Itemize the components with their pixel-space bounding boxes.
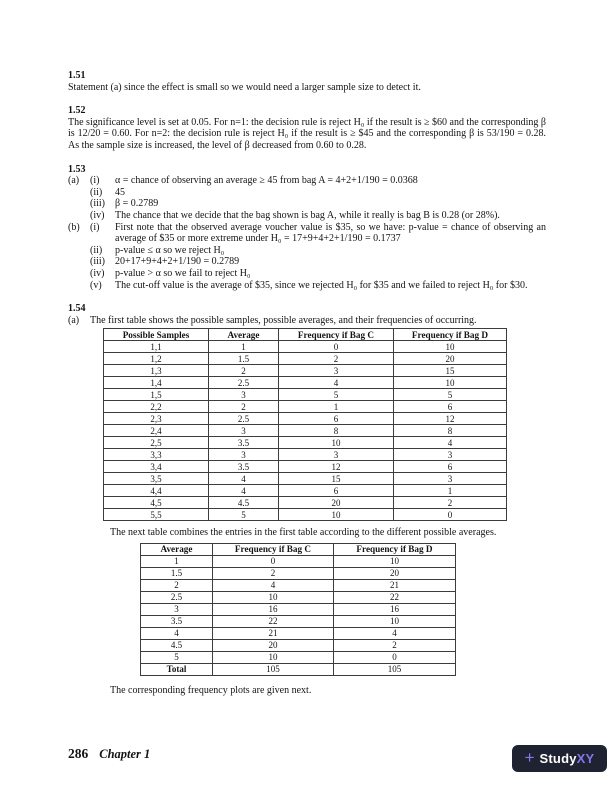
table-cell: 1.5: [209, 353, 279, 365]
item-label-outer: [68, 280, 90, 292]
table-cell: 15: [394, 365, 507, 377]
column-header: Frequency if Bag C: [213, 543, 334, 555]
table-row: [104, 377, 507, 389]
item-text: 45: [115, 186, 125, 198]
table-cell: 6: [394, 401, 507, 413]
item-label-outer: (a): [68, 314, 80, 326]
section-body: Statement (a) since the effect is small so we would need a larger sample size to detect it.: [68, 81, 421, 93]
table-cell: 3: [394, 473, 507, 485]
item-label-inner: (ii): [90, 186, 103, 198]
table-cell: 6: [279, 485, 394, 497]
table-cell: 3: [209, 389, 279, 401]
table-cell: 2,5: [104, 437, 209, 449]
table-cell: 3.5: [209, 461, 279, 473]
table-cell: 5,5: [104, 509, 209, 521]
table-body: [104, 341, 507, 521]
section-body: The significance level is set at 0.05. For n=1: the decision rule is reject H₀ if the result is ≥ $60 and the corresponding β is 12/20 = 0.60. For n=2: the decision rule is reject H₀ if the result is ≥ $45 and the corresponding β is 53/190 = 0.28. As the sample size is increased, the level of β decreased from 0.60 to 0.28.: [68, 116, 546, 151]
table-row: [141, 627, 456, 639]
page-content: [68, 70, 546, 708]
table-row: [104, 461, 507, 473]
item-text: First note that the observed average voucher value is $35, so we have: p-value = chance of observing an average of $35 or more extreme under H₀ = 17+9+4+2+1/190 = 0.1737: [115, 221, 546, 245]
table-cell: 2: [394, 497, 507, 509]
table-cell: 5: [279, 389, 394, 401]
table-cell: 3.5: [141, 615, 213, 627]
table-cell: 16: [334, 603, 456, 615]
table-cell: 10: [213, 651, 334, 663]
section-heading: 1.52: [68, 105, 86, 117]
solution-line: [68, 245, 546, 257]
table-cell: 2: [334, 639, 456, 651]
table-row: [104, 341, 507, 353]
item-label-outer: [68, 187, 90, 199]
table-cell: 21: [334, 579, 456, 591]
table-cell: 0: [279, 341, 394, 353]
table-cell: 15: [279, 473, 394, 485]
table-cell: 6: [394, 461, 507, 473]
column-header: Frequency if Bag D: [334, 543, 456, 555]
table-cell: 4.5: [141, 639, 213, 651]
table-cell: 1,2: [104, 353, 209, 365]
item-text: p-value > α so we fail to reject H₀: [115, 267, 251, 279]
column-header: Frequency if Bag C: [279, 329, 394, 341]
table-row: [141, 567, 456, 579]
plus-icon: +: [524, 748, 535, 767]
item-label-outer: [68, 198, 90, 210]
solution-line: [68, 187, 546, 199]
item-label-outer: [68, 245, 90, 257]
item-label-inner: (v): [90, 279, 102, 291]
table-row: [141, 651, 456, 663]
table-cell: 2.5: [141, 591, 213, 603]
section-1-54: [68, 303, 546, 696]
table-row: [104, 425, 507, 437]
table-header-row: [141, 543, 456, 555]
item-text: The chance that we decide that the bag shown is bag A, while it really is bag B is 0.28 (or 28%).: [115, 209, 500, 221]
table-cell: 4,4: [104, 485, 209, 497]
table-header-row: [104, 329, 507, 341]
column-header: Frequency if Bag D: [394, 329, 507, 341]
column-header: Possible Samples: [104, 329, 209, 341]
item-text: 20+17+9+4+2+1/190 = 0.2789: [115, 256, 240, 268]
table-cell: 4: [209, 485, 279, 497]
table-row: [141, 663, 456, 675]
table-cell: 3,4: [104, 461, 209, 473]
table-cell: 3,3: [104, 449, 209, 461]
table-row: [104, 437, 507, 449]
page-number: 286: [68, 746, 89, 761]
item-text: The cut-off value is the average of $35, since we rejected H₀ for $35 and we failed to reject H₀ for $30.: [115, 279, 528, 291]
solution-line: [68, 222, 546, 245]
table-cell: 0: [213, 555, 334, 567]
table-cell: 3,5: [104, 473, 209, 485]
table-row: [104, 449, 507, 461]
samples-frequency-table: [103, 328, 507, 521]
table-cell: 2: [209, 401, 279, 413]
table-cell: 5: [394, 389, 507, 401]
table-cell: Total: [141, 663, 213, 675]
solution-line: [68, 280, 546, 292]
item-label-inner: (iii): [90, 256, 105, 268]
table-cell: 1,4: [104, 377, 209, 389]
table-body: [141, 555, 456, 675]
studyxy-logo: [512, 745, 607, 772]
solution-line: [68, 175, 546, 187]
item-label-inner: (i): [90, 221, 100, 233]
section-heading: 1.51: [68, 70, 86, 81]
table-row: [104, 389, 507, 401]
table-cell: 3: [141, 603, 213, 615]
table-cell: 20: [334, 567, 456, 579]
table-cell: 3: [279, 365, 394, 377]
table-cell: 2,3: [104, 413, 209, 425]
table-cell: 105: [334, 663, 456, 675]
table-cell: 22: [213, 615, 334, 627]
table-cell: 0: [334, 651, 456, 663]
item-text: α = chance of observing an average ≥ 45 from bag A = 4+2+1/190 = 0.0368: [115, 175, 418, 187]
solution-line: [68, 198, 546, 210]
intro-text: The first table shows the possible samples, possible averages, and their frequencies of occurring.: [90, 314, 477, 326]
table-cell: 3.5: [209, 437, 279, 449]
table-cell: 10: [334, 555, 456, 567]
section-1-51: [68, 70, 546, 93]
item-text: β = 0.2789: [115, 198, 159, 210]
table-cell: 2: [209, 365, 279, 377]
table-cell: 20: [213, 639, 334, 651]
table-cell: 3: [279, 449, 394, 461]
table-cell: 4: [394, 437, 507, 449]
footer: [68, 746, 150, 762]
table-cell: 1: [394, 485, 507, 497]
column-header: Average: [209, 329, 279, 341]
table-cell: 5: [209, 509, 279, 521]
table-cell: 21: [213, 627, 334, 639]
intro-line: [68, 315, 546, 327]
table-cell: 4: [334, 627, 456, 639]
item-label-inner: (ii): [90, 244, 103, 256]
table-cell: 2: [213, 567, 334, 579]
table-row: [141, 591, 456, 603]
column-header: Average: [141, 543, 213, 555]
table-row: [104, 485, 507, 497]
table-cell: 0: [394, 509, 507, 521]
item-label-inner: (iii): [90, 198, 105, 210]
item-label-outer: (a): [68, 175, 80, 187]
table-cell: 10: [279, 509, 394, 521]
solution-line: [68, 210, 546, 222]
item-label-inner: (iv): [90, 209, 105, 221]
solution-line: [68, 256, 546, 268]
item-label-inner: (i): [90, 175, 100, 187]
section-1-53: [68, 164, 546, 292]
combined-averages-table: [140, 543, 456, 676]
table-cell: 8: [394, 425, 507, 437]
table-cell: 4: [213, 579, 334, 591]
table-cell: 4: [209, 473, 279, 485]
table-row: [104, 413, 507, 425]
between-tables-text: The next table combines the entries in the first table according to the different possible averages.: [110, 527, 497, 539]
table-cell: 2: [141, 579, 213, 591]
table-cell: 16: [213, 603, 334, 615]
table-cell: 1: [209, 341, 279, 353]
table-row: [104, 497, 507, 509]
section-heading: 1.53: [68, 163, 86, 175]
table-cell: 2.5: [209, 413, 279, 425]
table-cell: 1.5: [141, 567, 213, 579]
table-cell: 22: [334, 591, 456, 603]
table-row: [104, 353, 507, 365]
table-row: [141, 555, 456, 567]
table-cell: 5: [141, 651, 213, 663]
table-cell: 10: [213, 591, 334, 603]
item-text: p-value ≤ α so we reject H₀: [115, 244, 225, 256]
table-cell: 4,5: [104, 497, 209, 509]
table-cell: 1,5: [104, 389, 209, 401]
table-cell: 12: [279, 461, 394, 473]
table-row: [141, 579, 456, 591]
chapter-title: Chapter 1: [99, 747, 151, 761]
table-row: [141, 639, 456, 651]
brand-name-primary: Study: [539, 751, 577, 766]
table-cell: 2: [279, 353, 394, 365]
table-cell: 20: [279, 497, 394, 509]
brand-name: [540, 751, 595, 766]
item-label-outer: (b): [68, 221, 80, 233]
table-cell: 1: [279, 401, 394, 413]
item-label-outer: [68, 268, 90, 280]
section-heading: 1.54: [68, 303, 86, 315]
table-cell: 20: [394, 353, 507, 365]
table-row: [104, 473, 507, 485]
table-cell: 2.5: [209, 377, 279, 389]
table-cell: 3: [394, 449, 507, 461]
table-cell: 4: [279, 377, 394, 389]
table-cell: 2,2: [104, 401, 209, 413]
item-label-outer: [68, 256, 90, 268]
table-row: [141, 603, 456, 615]
table-cell: 10: [394, 377, 507, 389]
table-cell: 1,3: [104, 365, 209, 377]
table-cell: 8: [279, 425, 394, 437]
table-cell: 1: [141, 555, 213, 567]
table-cell: 3: [209, 425, 279, 437]
table-cell: 4: [141, 627, 213, 639]
table-cell: 105: [213, 663, 334, 675]
item-label-outer: [68, 210, 90, 222]
table-row: [104, 401, 507, 413]
table-cell: 10: [394, 341, 507, 353]
brand-name-accent: XY: [576, 751, 595, 766]
table-cell: 2,4: [104, 425, 209, 437]
table-row: [104, 509, 507, 521]
item-label-inner: (iv): [90, 267, 105, 279]
closing-text: The corresponding frequency plots are given next.: [110, 684, 312, 696]
table-row: [141, 615, 456, 627]
table-cell: 12: [394, 413, 507, 425]
table-cell: 10: [334, 615, 456, 627]
table-cell: 6: [279, 413, 394, 425]
table-row: [104, 365, 507, 377]
table-cell: 3: [209, 449, 279, 461]
table-cell: 1,1: [104, 341, 209, 353]
section-1-52: [68, 105, 546, 151]
table-cell: 4.5: [209, 497, 279, 509]
table-cell: 10: [279, 437, 394, 449]
solution-line: [68, 268, 546, 280]
